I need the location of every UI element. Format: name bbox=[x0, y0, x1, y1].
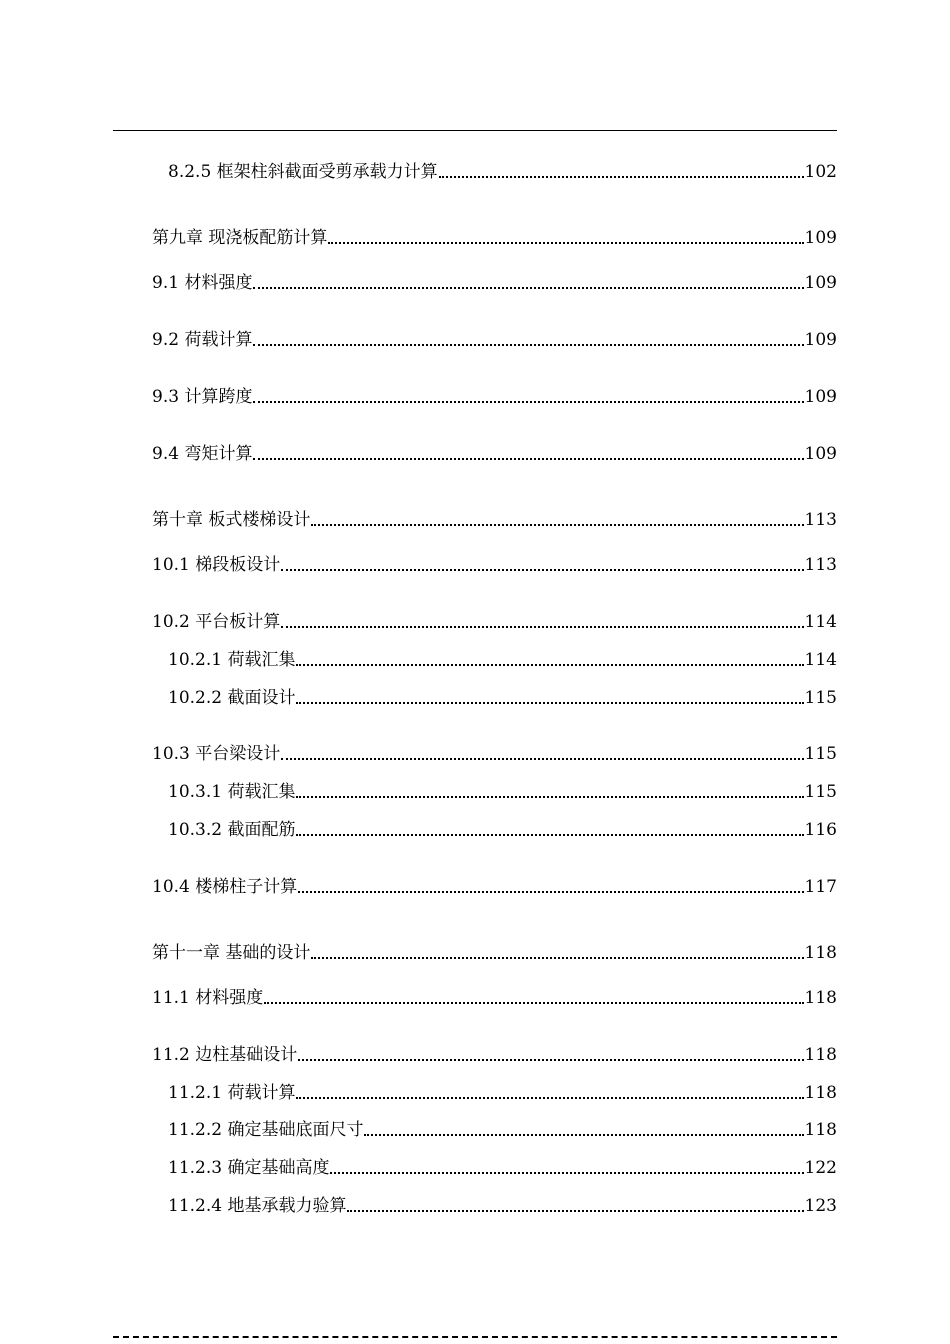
page-break-line bbox=[113, 1336, 837, 1338]
toc-leader-dots bbox=[253, 401, 803, 403]
toc-entry-title: 9.4 弯矩计算 bbox=[152, 444, 253, 464]
toc-entry[interactable] bbox=[152, 385, 837, 409]
toc-entry[interactable] bbox=[152, 941, 837, 965]
toc-entry-title: 10.4 楼梯柱子计算 bbox=[152, 877, 298, 897]
toc-leader-dots bbox=[281, 758, 803, 760]
toc-entry-title: 10.3 平台梁设计 bbox=[152, 744, 281, 764]
toc-leader-dots bbox=[296, 702, 803, 704]
toc-entry[interactable] bbox=[152, 742, 837, 766]
toc-leader-dots bbox=[298, 891, 803, 893]
toc-entry[interactable] bbox=[168, 1156, 837, 1180]
toc-leader-dots bbox=[253, 344, 803, 346]
toc-leader-dots bbox=[281, 569, 803, 571]
toc-entry[interactable] bbox=[168, 1118, 837, 1142]
toc-entry[interactable] bbox=[152, 508, 837, 532]
toc-entry[interactable] bbox=[152, 553, 837, 577]
toc-entry-page: 116 bbox=[804, 820, 837, 840]
toc-entry-page: 115 bbox=[804, 744, 837, 764]
toc-leader-dots bbox=[264, 1002, 803, 1004]
toc-leader-dots bbox=[253, 458, 803, 460]
toc-entry-title: 11.2.3 确定基础高度 bbox=[168, 1158, 330, 1178]
toc-entry-page: 109 bbox=[804, 273, 837, 293]
toc-entry-title: 9.2 荷载计算 bbox=[152, 330, 253, 350]
toc-entry[interactable] bbox=[152, 226, 837, 250]
toc-entry-page: 109 bbox=[804, 228, 837, 248]
toc-entry-page: 115 bbox=[804, 688, 837, 708]
toc-leader-dots bbox=[296, 796, 803, 798]
toc-leader-dots bbox=[439, 176, 804, 178]
toc-entry-page: 118 bbox=[804, 1083, 837, 1103]
toc-entry[interactable] bbox=[168, 780, 837, 804]
toc-entry-title: 11.2.1 荷载计算 bbox=[168, 1083, 296, 1103]
toc-entry[interactable] bbox=[152, 986, 837, 1010]
toc-entry-page: 118 bbox=[804, 943, 837, 963]
toc-entry-page: 118 bbox=[804, 1045, 837, 1065]
toc-entry-page: 115 bbox=[804, 782, 837, 802]
toc-entry-page: 117 bbox=[804, 877, 837, 897]
toc-entry[interactable] bbox=[168, 1081, 837, 1105]
toc-leader-dots bbox=[296, 1097, 803, 1099]
toc-entry-page: 122 bbox=[804, 1158, 837, 1178]
toc-entry-title: 11.2.4 地基承载力验算 bbox=[168, 1196, 347, 1216]
toc-entry-title: 10.3.2 截面配筋 bbox=[168, 820, 296, 840]
toc-entry[interactable] bbox=[152, 271, 837, 295]
toc-entry-page: 109 bbox=[804, 444, 837, 464]
toc-entry-page: 113 bbox=[804, 555, 837, 575]
toc-entry-title: 10.3.1 荷载汇集 bbox=[168, 782, 296, 802]
toc-entry-page: 118 bbox=[804, 988, 837, 1008]
toc-entry-title: 10.2 平台板计算 bbox=[152, 612, 281, 632]
toc-entry[interactable] bbox=[152, 328, 837, 352]
toc-entry-title: 第十一章 基础的设计 bbox=[152, 943, 311, 963]
toc-entry[interactable] bbox=[152, 610, 837, 634]
toc-entry[interactable] bbox=[168, 1194, 837, 1218]
toc-entry-page: 102 bbox=[804, 162, 837, 182]
toc-entry[interactable] bbox=[168, 686, 837, 710]
toc-entry-title: 10.2.1 荷载汇集 bbox=[168, 650, 296, 670]
toc-entry-title: 第九章 现浇板配筋计算 bbox=[152, 228, 328, 248]
toc-leader-dots bbox=[298, 1059, 803, 1061]
toc-entry-title: 9.3 计算跨度 bbox=[152, 387, 253, 407]
toc-leader-dots bbox=[347, 1210, 803, 1212]
toc-leader-dots bbox=[328, 242, 803, 244]
toc-entry[interactable] bbox=[168, 648, 837, 672]
toc-entry[interactable] bbox=[152, 1043, 837, 1067]
toc-entry-title: 第十章 板式楼梯设计 bbox=[152, 510, 311, 530]
toc-entry-page: 113 bbox=[804, 510, 837, 530]
toc-leader-dots bbox=[253, 287, 803, 289]
toc-entry-page: 118 bbox=[804, 1120, 837, 1140]
toc-entry-page: 109 bbox=[804, 387, 837, 407]
toc-entry-title: 11.2.2 确定基础底面尺寸 bbox=[168, 1120, 364, 1140]
toc-leader-dots bbox=[330, 1172, 803, 1174]
toc-entry-title: 8.2.5 框架柱斜截面受剪承载力计算 bbox=[168, 162, 438, 182]
toc-entry-title: 11.1 材料强度 bbox=[152, 988, 264, 1008]
toc-entry-page: 114 bbox=[804, 650, 837, 670]
toc-leader-dots bbox=[364, 1134, 803, 1136]
toc-entry-title: 10.1 梯段板设计 bbox=[152, 555, 281, 575]
toc-entry[interactable] bbox=[152, 442, 837, 466]
toc-entry-page: 123 bbox=[804, 1196, 837, 1216]
toc-entry-title: 9.1 材料强度 bbox=[152, 273, 253, 293]
toc-leader-dots bbox=[296, 664, 803, 666]
toc-leader-dots bbox=[311, 957, 803, 959]
toc-entry-page: 114 bbox=[804, 612, 837, 632]
header-rule bbox=[113, 130, 837, 131]
toc-leader-dots bbox=[311, 524, 803, 526]
toc-entry-title: 10.2.2 截面设计 bbox=[168, 688, 296, 708]
toc-leader-dots bbox=[296, 834, 803, 836]
toc-entry[interactable] bbox=[168, 160, 837, 184]
toc-entry-title: 11.2 边柱基础设计 bbox=[152, 1045, 298, 1065]
toc-entry[interactable] bbox=[152, 875, 837, 899]
toc-entry-page: 109 bbox=[804, 330, 837, 350]
toc-entry[interactable] bbox=[168, 818, 837, 842]
toc-leader-dots bbox=[281, 626, 803, 628]
